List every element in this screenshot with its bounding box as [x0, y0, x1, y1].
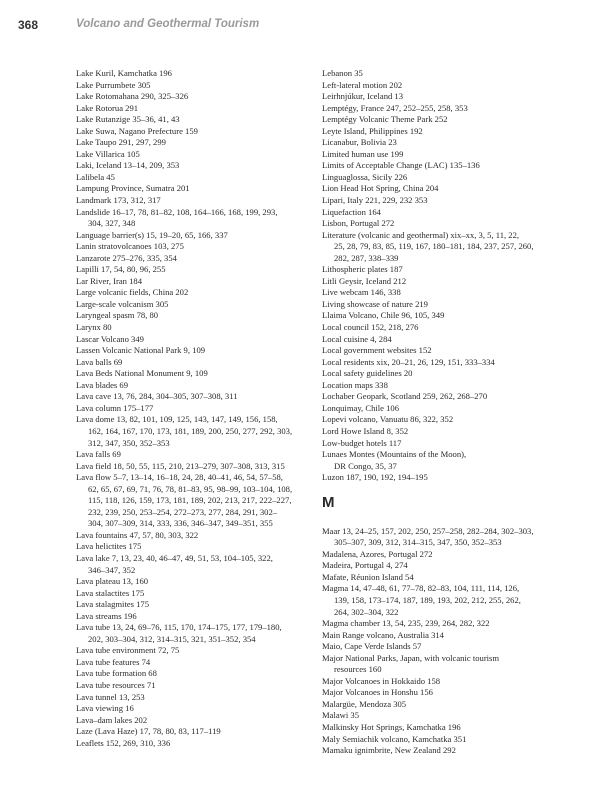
index-entry: [76, 576, 314, 588]
index-entry: [322, 287, 562, 299]
index-entry-line: Literature (volcanic and geothermal) xix–xx, 3, 5, 11, 22,: [322, 229, 520, 240]
index-entry-line: Large volcanic fields, China 202: [76, 287, 189, 298]
index-entry-line: Local government websites 152: [322, 345, 432, 356]
index-entry-line: Lava tube environment 72, 75: [76, 645, 180, 656]
index-entry-line: Malawi 35: [322, 710, 359, 721]
index-entry: [76, 103, 314, 115]
index-entry-line: Lion Head Hot Spring, China 204: [322, 183, 439, 194]
index-entry: [76, 461, 314, 473]
index-entry-line: Lunaes Montes (Mountains of the Moon),: [322, 449, 467, 460]
index-entry: [76, 726, 314, 738]
index-entry-line: Maio, Cape Verde Islands 57: [322, 641, 422, 652]
index-entry: [76, 680, 314, 692]
index-entry-continuation: 202, 303–304, 312, 314–315, 321, 351–352, 354: [88, 633, 256, 644]
index-entry-line: Lava column 175–177: [76, 402, 154, 413]
index-entry-line: Lanzarote 275–276, 335, 354: [76, 252, 177, 263]
index-entry: [322, 80, 562, 92]
index-entry: [322, 449, 562, 472]
index-entry-continuation: resources 160: [334, 664, 382, 675]
index-entry: [76, 599, 314, 611]
index-entry: [322, 745, 562, 757]
index-entry: [76, 368, 314, 380]
index-entry-continuation: 115, 118, 126, 159, 173, 181, 189, 202, 213, 217, 222–227,: [88, 495, 292, 506]
index-entry: [322, 391, 562, 403]
index-entry-line: Lochaber Geopark, Scotland 259, 262, 268–270: [322, 391, 488, 402]
index-entry: [322, 218, 562, 230]
index-entry-line: Landslide 16–17, 78, 81–82, 108, 164–166, 168, 199, 293,: [76, 206, 278, 217]
index-entry: [76, 703, 314, 715]
index-entry: [76, 253, 314, 265]
page-header: [0, 0, 613, 40]
index-entry-line: Lampung Province, Sumatra 201: [76, 183, 190, 194]
index-entry: [322, 699, 562, 711]
page-number: 368: [18, 18, 39, 32]
index-entry: [322, 334, 562, 346]
index-entry-line: Mafate, Réunion Island 54: [322, 571, 414, 582]
index-entry-line: Lava field 18, 50, 55, 115, 210, 213–279, 307–308, 313, 315: [76, 460, 285, 471]
index-entry-continuation: 304, 307–309, 314, 333, 336, 346–347, 349–351, 355: [88, 518, 273, 529]
index-entry-line: Lava tube features 74: [76, 656, 151, 667]
index-entry-line: Maly Semiachik volcano, Kamchatka 351: [322, 733, 467, 744]
index-entry-line: Large-scale volcanism 305: [76, 298, 169, 309]
index-entry: [76, 310, 314, 322]
index-entry-line: Leaflets 152, 269, 310, 336: [76, 737, 171, 748]
index-entry-line: Lava tunnel 13, 253: [76, 691, 145, 702]
index-entry-line: Magma chamber 13, 54, 235, 239, 264, 282, 322: [322, 618, 490, 629]
index-entry: [76, 80, 314, 92]
index-entry: [322, 195, 562, 207]
index-entry-line: Madeira, Portugal 4, 274: [322, 560, 408, 571]
index-entry: [76, 414, 314, 449]
index-entry: [322, 149, 562, 161]
index-entry: [322, 299, 562, 311]
index-entry-line: Local safety guidelines 20: [322, 368, 413, 379]
index-entry: [322, 710, 562, 722]
index-entries-m: [322, 526, 562, 757]
index-entry-line: Litli Geysir, Iceland 212: [322, 275, 407, 286]
index-entry-line: Laze (Lava Haze) 17, 78, 80, 83, 117–119: [76, 726, 221, 737]
index-entry: [76, 195, 314, 207]
index-entry: [322, 549, 562, 561]
index-entry: [322, 264, 562, 276]
index-entry-line: Laryngeal spasm 78, 80: [76, 310, 159, 321]
index-entry-continuation: DR Congo, 35, 37: [334, 460, 397, 471]
index-entry: [76, 357, 314, 369]
index-entry: [76, 91, 314, 103]
index-entry-line: Limited human use 199: [322, 148, 404, 159]
index-entry-continuation: 25, 28, 79, 83, 85, 119, 167, 180–181, 184, 237, 257, 260,: [334, 241, 534, 252]
index-entry-line: Lebanon 35: [322, 68, 363, 78]
index-entry-continuation: 232, 239, 250, 253–254, 272–273, 277, 284, 291, 302–: [88, 506, 278, 517]
index-entry: [76, 137, 314, 149]
index-entry-line: Lascar Volcano 349: [76, 333, 144, 344]
index-entry-continuation: 305–307, 309, 312, 314–315, 347, 350, 352–353: [334, 537, 502, 548]
index-entry: [76, 645, 314, 657]
index-entry: [322, 687, 562, 699]
index-entry-line: Lava lake 7, 13, 23, 40, 46–47, 49, 51, 53, 104–105, 322,: [76, 552, 273, 563]
index-entry-line: Lava helictites 175: [76, 541, 142, 552]
index-entry: [76, 541, 314, 553]
index-entry-line: Local residents xix, 20–21, 26, 129, 151, 333–334: [322, 356, 495, 367]
index-entry: [322, 276, 562, 288]
index-entry-line: Low-budget hotels 117: [322, 437, 402, 448]
index-entry-line: Lopevi volcano, Vanuatu 86, 322, 352: [322, 414, 454, 425]
index-entry-continuation: 346–347, 352: [88, 564, 136, 575]
index-entry-line: Licanabur, Bolivia 23: [322, 137, 397, 148]
index-entry: [322, 722, 562, 734]
index-entry-line: Lake Purrumbete 305: [76, 79, 151, 90]
index-entry-line: Lake Taupo 291, 297, 299: [76, 137, 166, 148]
index-entry: [322, 322, 562, 334]
index-entry: [76, 380, 314, 392]
index-entry-line: Lalibela 45: [76, 171, 115, 182]
index-entry: [76, 334, 314, 346]
index-entry-line: Magma 14, 47–48, 61, 77–78, 82–83, 104, 111, 114, 126,: [322, 583, 520, 594]
index-entry: [76, 322, 314, 334]
index-entry-line: Liquefaction 164: [322, 206, 381, 217]
index-entry-line: Lava viewing 16: [76, 703, 134, 714]
index-column-right: [322, 68, 562, 757]
index-column-left: [76, 68, 314, 749]
index-entry-line: Lava stalactites 175: [76, 587, 145, 598]
index-entry-line: Lake Suwa, Nagano Prefecture 159: [76, 125, 198, 136]
index-entry: [322, 380, 562, 392]
index-entry: [322, 137, 562, 149]
index-entry-line: Lemptégy Volcanic Theme Park 252: [322, 114, 448, 125]
index-entry: [76, 241, 314, 253]
index-entry-line: Lava streams 196: [76, 610, 137, 621]
index-entry-line: Lake Rutanzige 35–36, 41, 43: [76, 114, 180, 125]
index-entry: [322, 230, 562, 265]
index-entry: [322, 526, 562, 549]
index-entry-line: Lava flow 5–7, 13–14, 16–18, 24, 28, 40–41, 46, 54, 57–58,: [76, 472, 283, 483]
index-entry: [76, 230, 314, 242]
index-entry-line: Local council 152, 218, 276: [322, 322, 419, 333]
index-entry: [76, 276, 314, 288]
index-entry: [322, 357, 562, 369]
index-entry-line: Lar River, Iran 184: [76, 275, 142, 286]
index-entry-line: Language barrier(s) 15, 19–20, 65, 166, 337: [76, 229, 228, 240]
index-entry: [76, 68, 314, 80]
index-entry: [76, 126, 314, 138]
index-entry-line: Location maps 338: [322, 379, 388, 390]
index-entry: [322, 126, 562, 138]
index-entry: [322, 91, 562, 103]
index-entry: [76, 553, 314, 576]
index-entry: [76, 403, 314, 415]
index-entry-line: Leirhnjúkur, Iceland 13: [322, 91, 404, 102]
index-entry: [322, 618, 562, 630]
index-entry: [322, 676, 562, 688]
index-entry: [322, 630, 562, 642]
index-entry-line: Lava tube 13, 24, 69–76, 115, 170, 174–175, 177, 179–180,: [76, 622, 282, 633]
index-entry: [322, 403, 562, 415]
index-entry: [322, 114, 562, 126]
index-entry-continuation: 162, 164, 167, 170, 173, 181, 189, 200, 250, 277, 292, 303,: [88, 425, 293, 436]
index-entry-line: Lava tube formation 68: [76, 668, 157, 679]
index-entry: [76, 172, 314, 184]
index-entry-line: Major Volcanoes in Hokkaido 158: [322, 675, 441, 686]
index-entry: [76, 207, 314, 230]
index-entry-line: Left-lateral motion 202: [322, 79, 403, 90]
index-entry: [322, 172, 562, 184]
index-entry-line: Lava fountains 47, 57, 80, 303, 322: [76, 529, 199, 540]
running-title: Volcano and Geothermal Tourism: [76, 18, 260, 30]
index-entry-line: Lapilli 17, 54, 80, 96, 255: [76, 264, 166, 275]
index-entry-line: Luzon 187, 190, 192, 194–195: [322, 472, 428, 483]
index-entry: [322, 641, 562, 653]
index-entry: [322, 653, 562, 676]
index-entry: [76, 114, 314, 126]
index-entry-line: Lava tube resources 71: [76, 679, 156, 690]
index-entry-line: Leyte Island, Philippines 192: [322, 125, 423, 136]
index-entry: [76, 738, 314, 750]
index-entry-line: Lord Howe Island 8, 352: [322, 425, 409, 436]
index-entry: [76, 611, 314, 623]
index-entry-line: Lava blades 69: [76, 379, 129, 390]
index-entry-continuation: 282, 287, 338–339: [334, 252, 399, 263]
index-entry: [76, 183, 314, 195]
section-letter-heading: M: [322, 493, 335, 511]
index-entry-line: Local cuisine 4, 284: [322, 333, 392, 344]
index-entry-line: Lake Rotomahana 290, 325–326: [76, 91, 189, 102]
index-entry: [322, 560, 562, 572]
index-entry-line: Linguaglossa, Sicily 226: [322, 171, 408, 182]
index-entry-line: Madalena, Azores, Portugal 272: [322, 548, 433, 559]
index-entry-line: Lanin stratovolcanoes 103, 275: [76, 241, 184, 252]
index-entry-line: Lithospheric plates 187: [322, 264, 403, 275]
index-entry-line: Laki, Iceland 13–14, 209, 353: [76, 160, 180, 171]
index-entry-line: Lonquimay, Chile 106: [322, 402, 400, 413]
index-entry: [322, 572, 562, 584]
index-entry: [76, 657, 314, 669]
index-entry-line: Lake Rotorua 291: [76, 102, 139, 113]
index-entry: [322, 183, 562, 195]
index-entry-line: Malargüe, Mendoza 305: [322, 698, 407, 709]
index-entry-line: Mamaku ignimbrite, New Zealand 292: [322, 745, 456, 756]
index-entry-line: Larynx 80: [76, 322, 112, 333]
index-entry: [76, 449, 314, 461]
index-entry-line: Major National Parks, Japan, with volcanic tourism: [322, 652, 500, 663]
index-entries-l-continued: [322, 68, 562, 484]
index-entry: [322, 426, 562, 438]
index-entry: [76, 345, 314, 357]
index-entry-line: Limits of Acceptable Change (LAC) 135–136: [322, 160, 480, 171]
index-entry-line: Lava stalagmites 175: [76, 599, 150, 610]
index-entry-line: Lisbon, Portugal 272: [322, 218, 395, 229]
index-entry: [322, 68, 562, 80]
index-entry-line: Landmark 173, 312, 317: [76, 195, 161, 206]
index-entry: [76, 668, 314, 680]
index-entry-line: Lassen Volcanic National Park 9, 109: [76, 345, 206, 356]
index-entry: [76, 299, 314, 311]
index-entry-line: Lava–dam lakes 202: [76, 714, 148, 725]
index-entry-line: Lemptégy, France 247, 252–255, 258, 353: [322, 102, 468, 113]
index-entry-continuation: 264, 302–304, 322: [334, 606, 399, 617]
index-entry: [76, 472, 314, 530]
index-entry: [322, 414, 562, 426]
index-entry-continuation: 312, 347, 350, 352–353: [88, 437, 170, 448]
index-entry: [322, 160, 562, 172]
index-entry-continuation: 304, 327, 348: [88, 218, 136, 229]
index-entry-line: Live webcam 146, 338: [322, 287, 401, 298]
index-entry: [76, 530, 314, 542]
index-entry-continuation: 62, 65, 67, 69, 71, 76, 78, 81–83, 95, 98–99, 103–104, 108,: [88, 483, 293, 494]
index-entry: [322, 207, 562, 219]
index-entry: [76, 715, 314, 727]
index-entry-line: Lava balls 69: [76, 356, 123, 367]
index-entry-line: Lava dome 13, 82, 101, 109, 125, 143, 147, 149, 156, 158,: [76, 414, 278, 425]
index-entry: [322, 345, 562, 357]
index-entry-line: Living showcase of nature 219: [322, 298, 428, 309]
index-entry-line: Lake Villarica 105: [76, 148, 140, 159]
index-entry: [76, 287, 314, 299]
index-entry: [76, 160, 314, 172]
index-entry: [322, 438, 562, 450]
index-entry: [322, 310, 562, 322]
index-entry-line: Lava cave 13, 76, 284, 304–305, 307–308, 311: [76, 391, 238, 402]
index-entry-line: Malkinsky Hot Springs, Kamchatka 196: [322, 721, 461, 732]
index-entry: [76, 149, 314, 161]
index-entry-line: Lake Kuril, Kamchatka 196: [76, 68, 172, 78]
index-entry: [76, 391, 314, 403]
index-entry-line: Maar 13, 24–25, 157, 202, 250, 257–258, 282–284, 302–303,: [322, 525, 534, 536]
index-entry: [76, 264, 314, 276]
index-entry-line: Lava plateau 13, 160: [76, 576, 149, 587]
index-entry: [322, 734, 562, 746]
index-entry-line: Llaima Volcano, Chile 96, 105, 349: [322, 310, 445, 321]
index-entry: [322, 368, 562, 380]
index-entry: [76, 622, 314, 645]
index-entry-line: Lava falls 69: [76, 449, 121, 460]
index-entry: [322, 472, 562, 484]
index-entry: [76, 588, 314, 600]
index-entry: [322, 103, 562, 115]
index-entry-continuation: 139, 158, 173–174, 187, 189, 193, 202, 212, 255, 262,: [334, 594, 521, 605]
index-entry-line: Lipari, Italy 221, 229, 232 353: [322, 195, 428, 206]
index-entry: [322, 583, 562, 618]
index-entry-line: Lava Beds National Monument 9, 109: [76, 368, 208, 379]
index-entry-line: Main Range volcano, Australia 314: [322, 629, 444, 640]
index-entry: [76, 692, 314, 704]
index-entry-line: Major Volcanoes in Honshu 156: [322, 687, 433, 698]
